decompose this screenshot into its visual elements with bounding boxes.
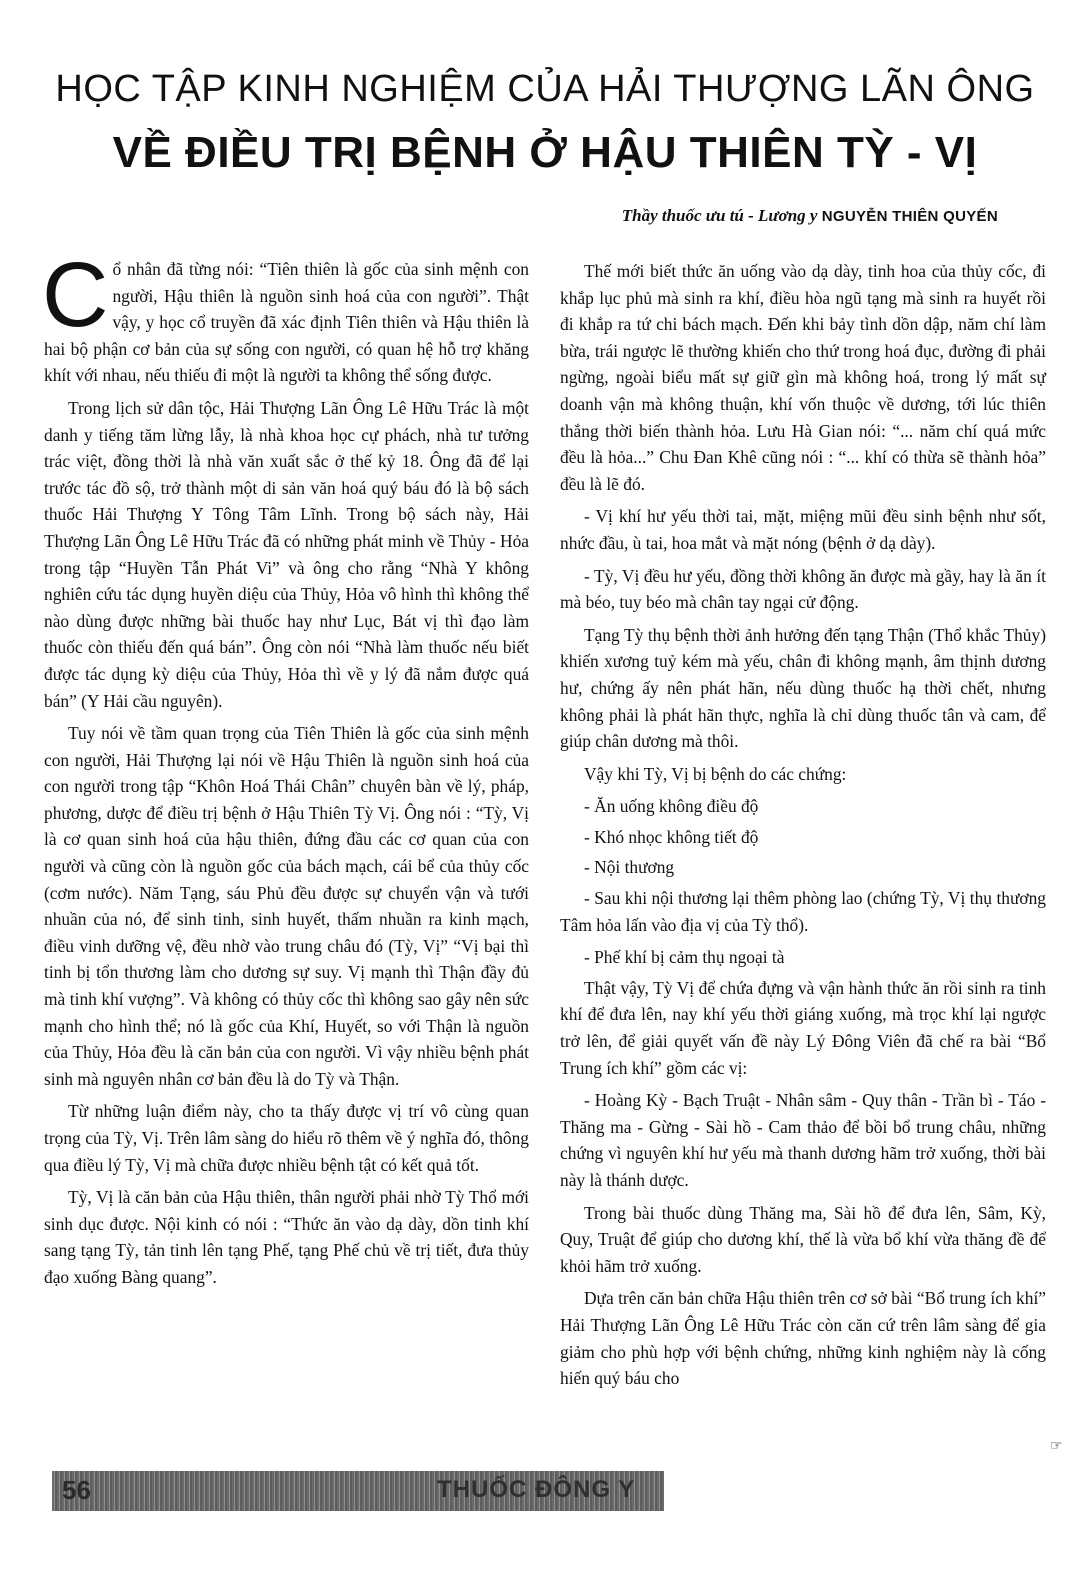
article-column-right	[560, 258, 1046, 1398]
paragraph: Từ những luận điểm này, cho ta thấy được vị trí vô cùng quan trọng của Tỳ, Vị. Trên lâm sàng do hiểu rõ thêm về ý nghĩa đó, thông qua điều lý Tỳ, Vị mà chữa được nhiều bệnh tật có kết quả tốt.	[44, 1101, 529, 1175]
paragraph: - Hoàng Kỳ - Bạch Truật - Nhân sâm - Quy thân - Trần bì - Táo - Thăng ma - Gừng - Sài hồ - Cam thảo để bồi bổ trung châu, những chứng vì nguyên khí hư yếu mà thanh dương hãm trở xuống, thời bài này là thánh dược.	[560, 1090, 1046, 1190]
paragraph: Trong bài thuốc dùng Thăng ma, Sài hồ để đưa lên, Sâm, Kỳ, Quy, Truật để giúp cho dương khí, thế là vừa bổ khí vừa thăng đề để khỏi hãm trở xuống.	[560, 1202, 1046, 1276]
article-title-line2: VỀ ĐIỀU TRỊ BỆNH Ở HẬU THIÊN TỲ - VỊ	[112, 128, 978, 177]
paragraph: Thật vậy, Tỳ Vị để chứa đựng và vận hành thức ăn rồi sinh ra tinh khí để đưa lên, nay khí yếu thời giáng xuống, mà trọc khí lại ngược trở lên, để giải quyết vấn đề này Lý Đông Viên đã chế ra bài “Bổ Trung ích khí” gồm các vị:	[560, 977, 1046, 1078]
list-item: - Phế khí bị cảm thụ ngoại tà	[584, 947, 785, 968]
paragraph: Dựa trên căn bản chữa Hậu thiên trên cơ sở bài “Bổ trung ích khí” Hải Thượng Lãn Ông Lê Hữu Trác còn căn cứ trên lâm sàng để gia giảm cho phù hợp với bệnh chứng, những kinh nghiệm này là cống hiến quý báu cho	[560, 1288, 1046, 1389]
byline-role: Thầy thuốc ưu tú - Lương y	[621, 206, 818, 225]
drop-cap: C	[42, 244, 109, 346]
list-item: - Nội thương	[584, 857, 675, 878]
paragraph: Tuy nói về tầm quan trọng của Tiên Thiên là gốc của sinh mệnh con người, Hải Thượng lại nói về Hậu Thiên là nguồn sinh hoá của con người trong tập “Khôn Hoá Thái Chân” chuyên bàn về lý, pháp, phương, dược để điều trị bệnh ở Hậu Thiên Tỳ Vị. Ông nói : “Tỳ, Vị là cơ quan sinh hoá của hậu thiên, đứng đầu các cơ quan của con người và cũng còn là nguồn gốc của bách mạch, cái bể của thủy cốc (cơm nước). Năm Tạng, sáu Phủ đều được sự chuyển vận và tưới nhuần của nó, để sinh tinh, sinh huyết, thấm nhuần ra kinh mạch, điều vinh dưỡng vệ, đều nhờ vào trung châu đó (Tỳ, Vị” “Vị bại thì tinh bị tổn thương làm cho dương sự suy. Vị mạnh thì Thận đầy đủ mà tinh khí vượng”. Và không có thủy cốc thì không sao gây nên sức mạnh cho hình thể; nó là gốc của Khí, Huyết, so với Thận là nguồn của Thủy, Hỏa đều là căn bản của con người. Vì vậy nhiều bệnh phát sinh mà nguyên nhân cơ bản đều là do Tỳ và Thận.	[44, 723, 529, 1089]
paragraph: Tạng Tỳ thụ bệnh thời ảnh hưởng đến tạng Thận (Thổ khắc Thủy) khiến xương tuỷ kém mà yếu, chân đi không mạnh, âm thịnh dương hư, chứng ấy nên phát hãn, nếu dùng thuốc hạ thời chết, nhưng không phải là phát hãn thực, nghĩa là chỉ dùng thuốc tân và cam, để giúp chân dương mà thôi.	[560, 624, 1046, 752]
page-number: 56	[62, 1475, 91, 1505]
paragraph: Vậy khi Tỳ, Vị bị bệnh do các chứng:	[584, 763, 847, 784]
paragraph: - Tỳ, Vị đều hư yếu, đồng thời không ăn được mà gầy, hay là ăn ít mà béo, tuy béo mà chân tay ngại cử động.	[560, 565, 1046, 613]
paragraph: Cổ nhân đã từng nói: “Tiên thiên là gốc của sinh mệnh con người, Hậu thiên là nguồn sinh hoá của con người”. Thật vậy, y học cổ truyền đã xác định Tiên thiên và Hậu thiên là hai bộ phận cơ bản của sự sống con người, có quan hệ hỗ trợ khăng khít với nhau, nếu thiếu đi một là người ta không thể sống được.	[42, 244, 529, 386]
continue-arrow-icon: ☞	[1050, 1437, 1063, 1453]
byline	[622, 206, 998, 226]
paragraph: - Vị khí hư yếu thời tai, mặt, miệng mũi đều sinh bệnh như sốt, nhức đầu, ù tai, hoa mắt và mặt nóng (bệnh ở dạ dày).	[560, 506, 1046, 553]
list-item: - Sau khi nội thương lại thêm phòng lao (chứng Tỳ, Vị thụ thương Tâm hỏa lấn vào địa vị của Tỳ thổ).	[560, 888, 1046, 935]
list-item: - Khó nhọc không tiết độ	[584, 826, 759, 847]
byline-author-name: NGUYỄN THIÊN QUYẾN	[821, 208, 998, 225]
article-title-line1: HỌC TẬP KINH NGHIỆM CỦA HẢI THƯỢNG LÃN ÔNG	[55, 68, 1035, 110]
footer-bar	[52, 1471, 664, 1511]
list-item: - Ăn uống không điều độ	[584, 796, 759, 817]
magazine-name: THUỐC ĐÔNG Y	[437, 1476, 636, 1503]
paragraph: Tỳ, Vị là căn bản của Hậu thiên, thân người phải nhờ Tỳ Thổ mới sinh dục được. Nội kinh có nói : “Thức ăn vào dạ dày, dồn tinh khí sang tạng Tỳ, tản tinh lên tạng Phế, tạng Phế chủ về trị tiết, đưa thủy đạo xuống Bàng quang”.	[44, 1187, 529, 1287]
paragraph: Trong lịch sử dân tộc, Hải Thượng Lãn Ông Lê Hữu Trác là một danh y tiếng tăm lừng lẫy, là nhà khoa học cự phách, nhà tư tưởng trác việt, đồng thời là nhà văn xuất sắc ở thế kỷ 18. Ông đã để lại trước tác đồ sộ, trở thành một di sản văn hoá quý báu đó là bộ sách thuốc Hải Thượng Y Tông Tâm Lĩnh. Trong bộ sách này, Hải Thượng Lãn Ông Lê Hữu Trác đã có những phát minh về Thủy - Hỏa trong tập “Huyền Tẫn Phát Vi” và ông cho rằng “Nhà Y không nghiên cứu tác dụng huyền diệu của Thủy, Hỏa vô hình thì không thể nào dùng được những bài thuốc hay như Lục, Bát vị thì đạo làm thuốc còn thiếu đến quá bán”. Ông còn nói “Nhà làm thuốc nếu biết được tác dụng kỳ diệu của Thủy, Hỏa thì về y lý đã nắm được quá bán” (Y Hải cầu nguyên).	[44, 397, 529, 711]
article-column-left	[42, 244, 529, 1297]
paragraph: Thế mới biết thức ăn uống vào dạ dày, tinh hoa của thủy cốc, đi khắp lục phủ mà sinh ra khí, điều hòa ngũ tạng mà sinh ra huyết rồi đi khắp ra tứ chi bách mạch. Đến khi bảy tình dồn dập, năm chí làm bừa, trái ngược lẽ thường khiến cho thứ trong hoá đục, đường đi phải ngừng, ngoài biểu mất sự giữ gìn mà không hoá, trong lý mất sự doanh vận mà không thuận, khí vốn thuộc về dương, tới lúc thiên thắng thời biến thành hỏa. Lưu Hà Gian nói: “... năm chí quá mức đều là hỏa...” Chu Đan Khê cũng nói : “... khí có thừa sẽ thành hỏa” đều là lẽ đó.	[560, 261, 1046, 494]
